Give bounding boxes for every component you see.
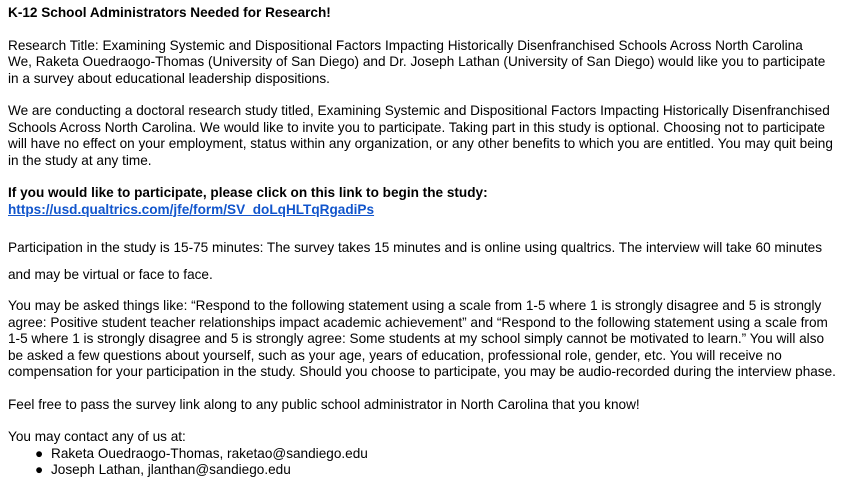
contact-item <box>35 446 838 463</box>
contact-raketa: Raketa Ouedraogo-Thomas, raketao@sandiego.edu <box>51 445 368 461</box>
participation-text: Participation in the study is 15-75 minutes: The survey takes 15 minutes and is online using qualtrics. The interview will take 60 minutes and may be virtual or face to face. <box>8 240 823 282</box>
bullet-icon: ● <box>35 462 44 477</box>
survey-link[interactable]: https://usd.qualtrics.com/jfe/form/SV_doLqHLTqRgadiPs <box>8 201 375 217</box>
spacer <box>8 288 838 298</box>
contact-joseph: Joseph Lathan, jlanthan@sandiego.edu <box>51 462 291 477</box>
heading: K-12 School Administrators Needed for Research! <box>8 5 331 20</box>
cta-prompt: If you would like to participate, please click on this link to begin the study: <box>8 185 488 200</box>
spacer <box>8 413 838 429</box>
spacer <box>8 381 838 397</box>
invitation-text: We, Raketa Ouedraogo-Thomas (University of San Diego) and Dr. Joseph Lathan (University of San Diego) would like you to participate in a survey about educational leadership dispositions. <box>8 54 826 86</box>
contact-item <box>35 462 838 479</box>
questions-text: You may be asked things like: “Respond to the following statement using a scale from 1-5 where 1 is strongly disagree and 5 is strongly agree: Positive student teacher relationships impact academic achievement” and “Respond to the following statement using a scale from 1-5 where 1 is strongly disagree and 5 is strongly agree: Some students at my school simply cannot be motivated to learn.” You will also be asked a few questions about yourself, such as your age, years of education, professional role, gender, etc. You will receive no compensation for your participation in the study. Should you choose to participate, you may be audio-recorded during the interview phase. <box>8 298 836 379</box>
bullet-icon: ● <box>35 445 44 461</box>
spacer <box>8 87 838 103</box>
spacer <box>8 169 838 185</box>
study-description: We are conducting a doctoral research study titled, Examining Systemic and Dispositional Factors Impacting Historically Disenfranchised Schools Across North Carolina. We would like to invite you to participate. Taking part in this study is optional. Choosing not to participate will have no effect on your employment, status within any organization, or any other benefits to which you are entitled. You may quit being in the study at any time. <box>8 103 833 168</box>
research-title: Research Title: Examining Systemic and Dispositional Factors Impacting Historically Disenfranchised Schools Across North Carolina <box>8 37 803 53</box>
contact-list <box>8 446 838 479</box>
share-text: Feel free to pass the survey link along to any public school administrator in North Carolina that you know! <box>8 396 640 412</box>
contact-intro: You may contact any of us at: <box>8 429 186 444</box>
